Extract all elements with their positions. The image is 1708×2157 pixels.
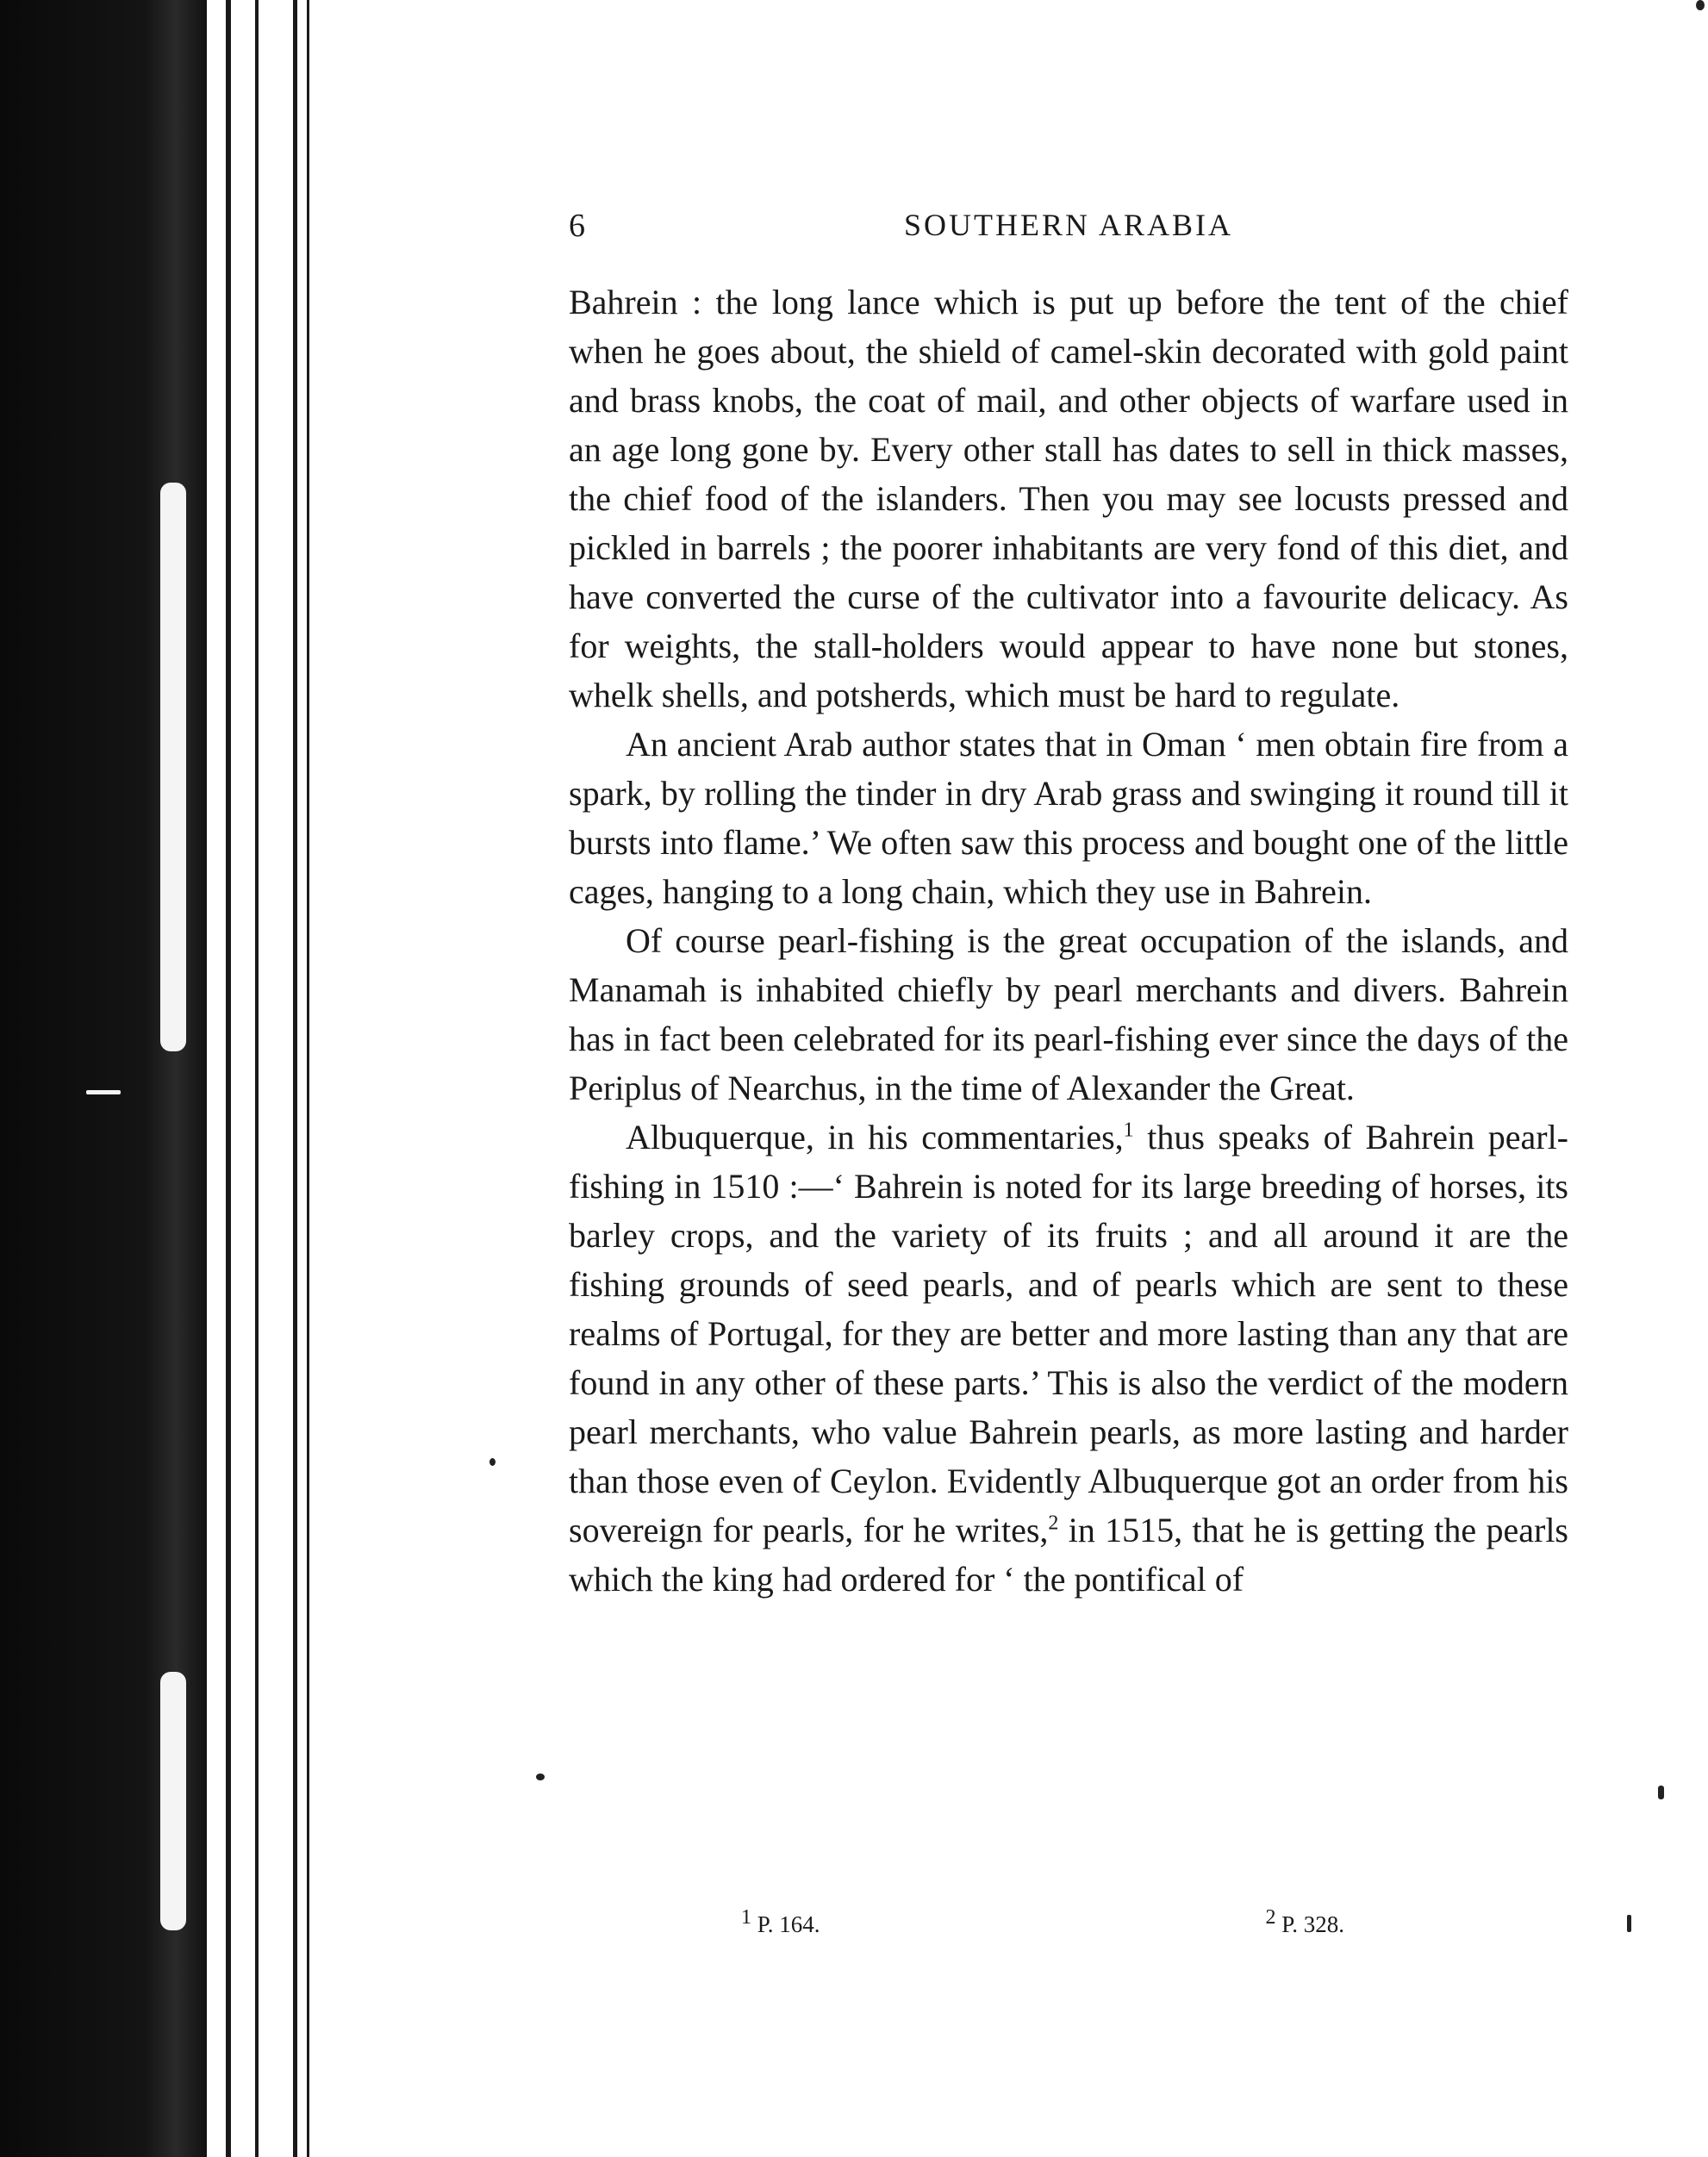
footnote [741, 1906, 820, 1938]
text-run: in 1515, that he is getting the pearls which the king had ordered for ‘ the pontifical of [569, 1511, 1568, 1599]
footnote-ref: 1 [1123, 1119, 1134, 1142]
text-run: thus speaks of Bahrein pearl-fishing in 1510 :—‘ Bahrein is noted for its large breeding of horses, its barley crops, and the variety of its fruits ; and all around it are the fishing grounds of seed pearls, and of pearls which are sent to these realms of Portugal, for they are better and more lasting than any that are found in any other of these parts.’ This is also the verdict of the modern pearl merchants, who value Bahrein pearls, as more lasting and harder than those even of Ceylon. Evidently Albuquerque got an order from his sovereign for pearls, for he writes, [569, 1118, 1568, 1549]
page-header [569, 207, 1568, 250]
footnote [1265, 1906, 1344, 1938]
paragraph [569, 1113, 1568, 1604]
binding-shadow [0, 0, 207, 2157]
footnote-marker: 1 [741, 1906, 751, 1929]
scan-speck [1658, 1786, 1664, 1799]
paragraph: An ancient Arab author states that in Oman ‘ men obtain fire from a spark, by rolling the tinder in dry Arab grass and swinging it round till it bursts into flame.’ We often saw this process and bought one of the little cages, hanging to a long chain, which they use in Bahrein. [569, 725, 1568, 911]
binding-highlight [160, 483, 186, 1051]
running-title: SOUTHERN ARABIA [903, 208, 1234, 242]
scan-speck [1627, 1915, 1631, 1932]
binding-highlight [160, 1672, 186, 1930]
gutter-rule [293, 0, 297, 2157]
text-run: Albuquerque, in his commentaries, [626, 1118, 1124, 1156]
scan-speck [1696, 0, 1705, 10]
binding-highlight [86, 1090, 121, 1094]
gutter-rule [255, 0, 259, 2157]
body-text [569, 277, 1568, 1604]
footnote-ref: 2 [1048, 1512, 1059, 1535]
footnote-text: P. 164. [757, 1911, 820, 1937]
page-number: 6 [569, 208, 585, 244]
footnotes [741, 1906, 1344, 1938]
footnote-marker: 2 [1265, 1906, 1276, 1929]
gutter-rule [226, 0, 231, 2157]
paragraph: Of course pearl-fishing is the great occupation of the islands, and Manamah is inhabited chiefly by pearl merchants and divers. Bahrein has in fact been celebrated for its pearl-fishing ever since the days of the Periplus of Nearchus, in the time of Alexander the Great. [569, 921, 1568, 1107]
paragraph: Bahrein : the long lance which is put up before the tent of the chief when he goes about, the shield of camel-skin decorated with gold paint and brass knobs, the coat of mail, and other objects of warfare used in an age long gone by. Every other stall has dates to sell in thick masses, the chief food of the islanders. Then you may see locusts pressed and pickled in barrels ; the poorer inhabitants are very fond of this diet, and have converted the curse of the cultivator into a favourite delicacy. As for weights, the stall-holders would appear to have none but stones, whelk shells, and potsherds, which must be hard to regulate. [569, 283, 1568, 714]
gutter-rule [307, 0, 309, 2157]
footnote-text: P. 328. [1281, 1911, 1344, 1937]
scan-speck [536, 1774, 545, 1780]
scan-speck [489, 1458, 496, 1466]
